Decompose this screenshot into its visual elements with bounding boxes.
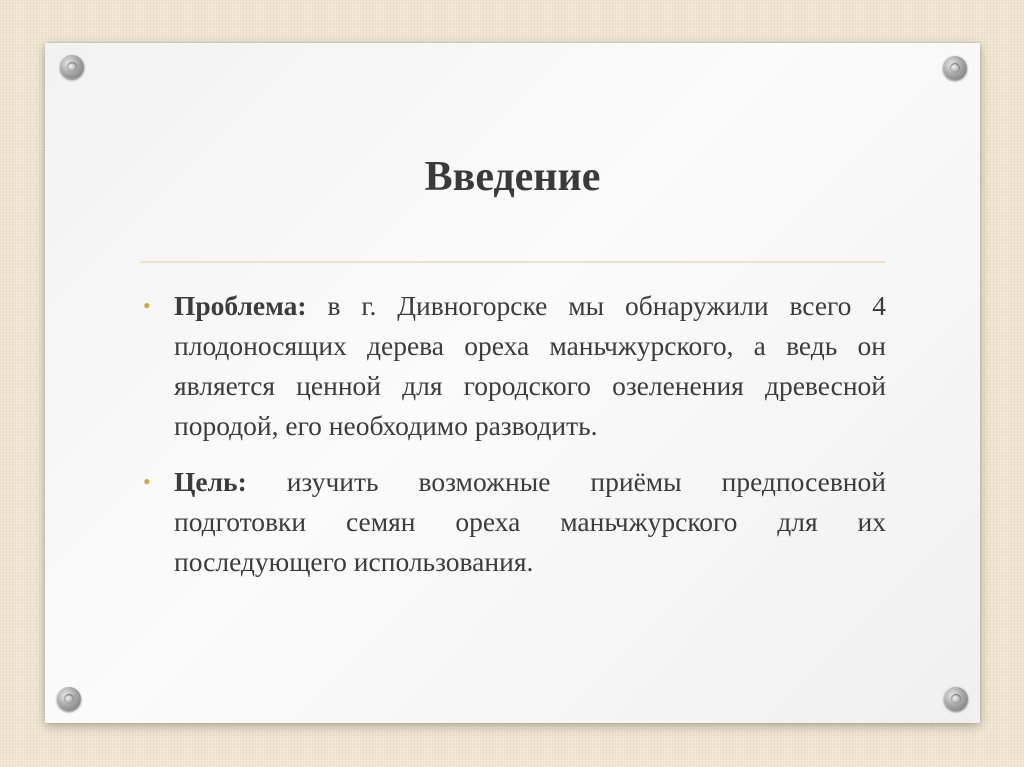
rivet-bottom-right-icon (944, 687, 968, 711)
goal-text: изучить возможные приёмы предпосевной подготовки семян ореха маньчжурского для их последующего использования. (174, 466, 886, 577)
goal-label: Цель: (174, 466, 247, 497)
bullet-point-icon: • (143, 469, 151, 494)
slide-body (141, 286, 886, 598)
problem-text: в г. Дивногорске мы обнаружили всего 4 плодоносящих дерева ореха маньчжурского, а ведь он является ценной для городского озеленения древесной породой, его необходимо разводить. (174, 290, 886, 441)
bullet-problem (141, 286, 886, 446)
bullet-goal (141, 462, 886, 582)
problem-label: Проблема: (174, 290, 307, 321)
rivet-top-right-icon (943, 56, 967, 80)
slide-title: Введение (424, 154, 601, 200)
slide (45, 43, 980, 723)
title-divider (140, 261, 885, 263)
rivet-bottom-left-icon (57, 687, 81, 711)
bullet-point-icon: • (143, 293, 151, 318)
rivet-top-left-icon (60, 55, 84, 79)
